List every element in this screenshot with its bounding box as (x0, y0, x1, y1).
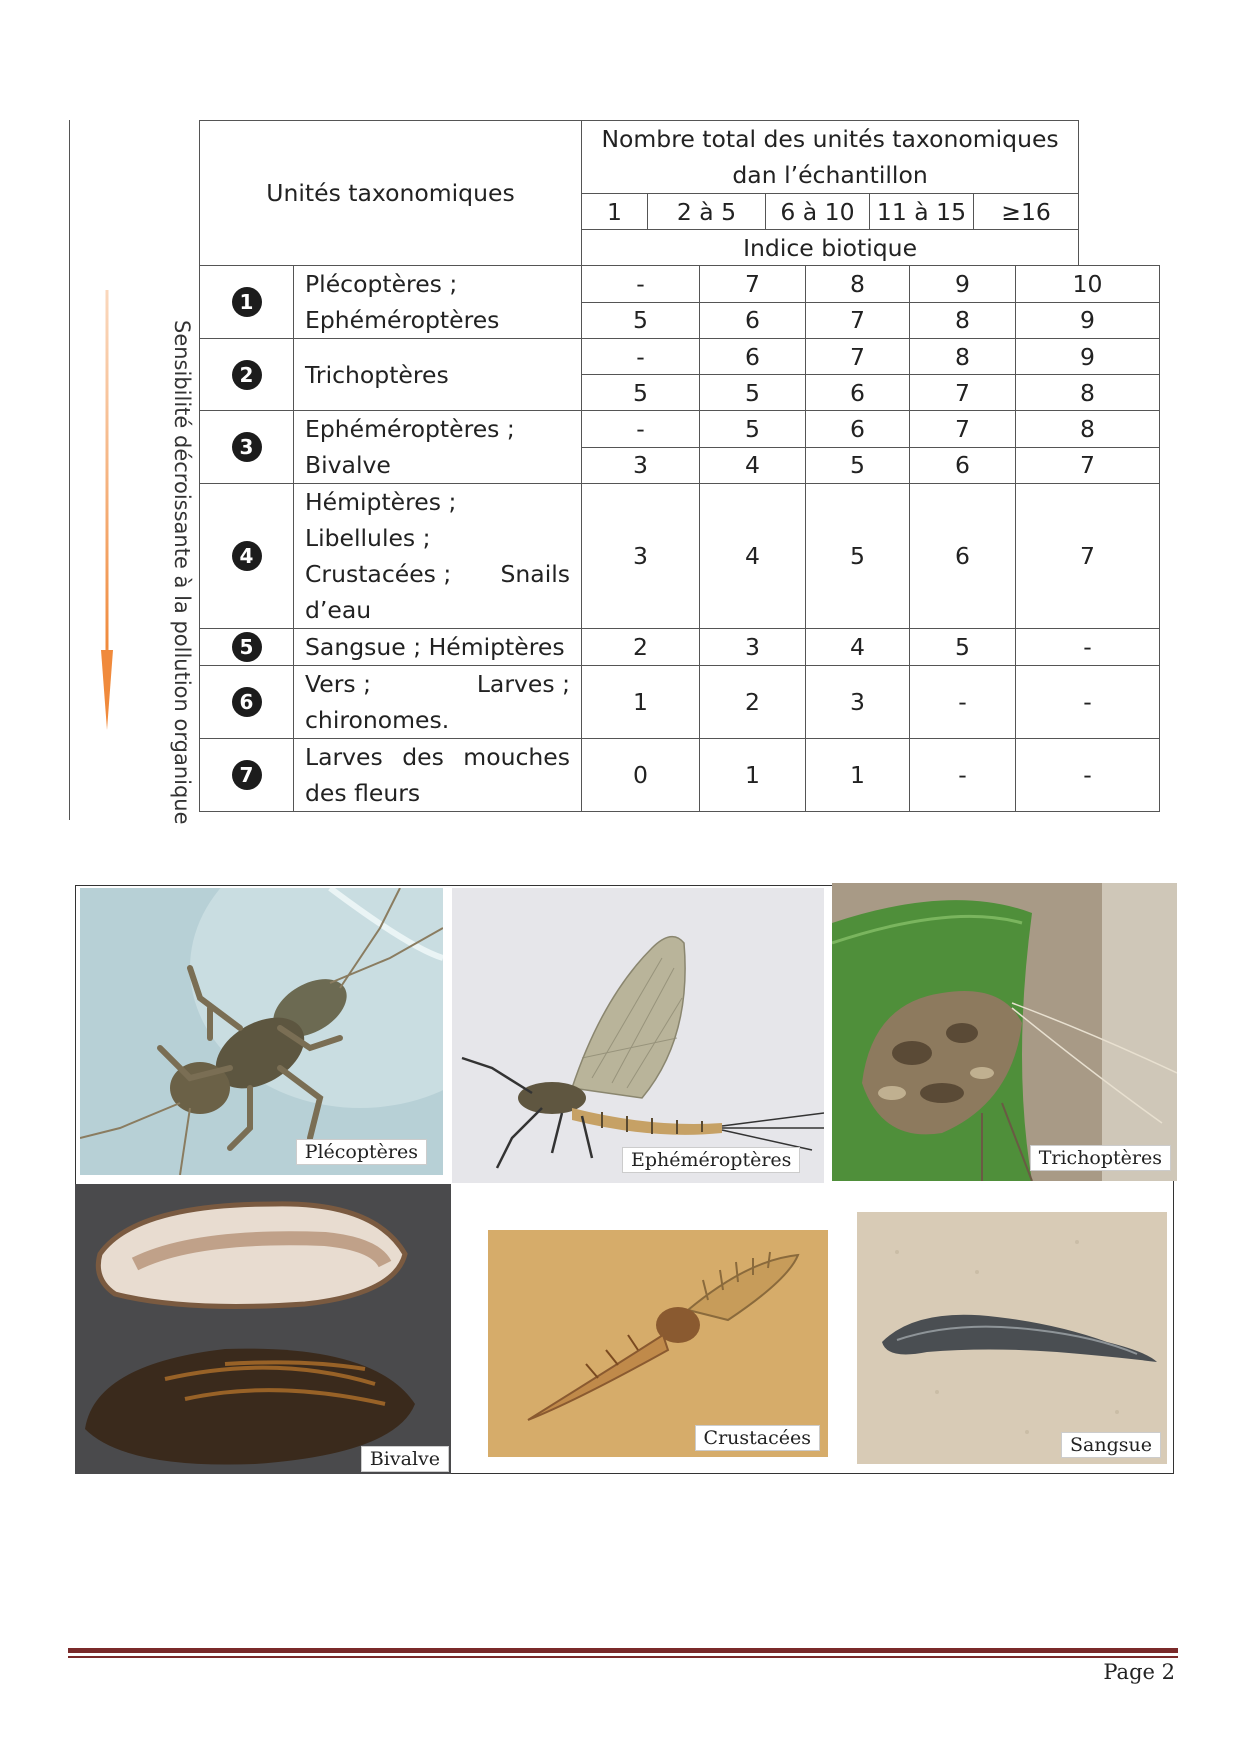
group-number-badge: 6 (232, 687, 262, 717)
biotic-index-value: 6 (806, 411, 910, 448)
class-label: 11 à 15 (876, 197, 967, 226)
biotic-index-value: 8 (1016, 411, 1160, 448)
biotic-index-value: 8 (910, 339, 1016, 375)
down-arrow-icon (101, 290, 113, 770)
biotic-index-value: 3 (582, 484, 700, 629)
class-label: ≥16 (1001, 197, 1051, 226)
class-label: 2 à 5 (676, 197, 737, 226)
biotic-index-value: 2 (582, 629, 700, 666)
biotic-index-value: 3 (582, 447, 700, 484)
biotic-index-value: 8 (1016, 375, 1160, 411)
footer-rule (68, 1648, 1178, 1653)
group-label-text: Larves des mouches des fleurs (305, 743, 570, 807)
header-units-text: Unités taxonomiques (266, 179, 515, 207)
biotic-index-value: 6 (910, 447, 1016, 484)
group-label-line: chironomes. (305, 706, 450, 734)
group-badge-cell (200, 629, 294, 666)
group-label-cell (294, 484, 582, 629)
header-units-cell (200, 121, 582, 266)
biotic-index-value: 0 (582, 739, 700, 812)
biotic-index-value: 3 (700, 629, 806, 666)
class-label: 6 à 10 (780, 197, 855, 226)
class-cell (582, 194, 648, 230)
header-row (200, 121, 1160, 194)
group-number-badge: 4 (232, 541, 262, 571)
photo-label-sangsue: Sangsue (1061, 1432, 1161, 1458)
group-number-badge: 7 (232, 760, 262, 790)
photo-crustacees (488, 1230, 828, 1457)
biotic-index-value: 5 (910, 629, 1016, 666)
group-number-badge: 5 (232, 632, 262, 662)
index-header-cell (582, 230, 1079, 266)
group-number-badge: 1 (232, 287, 262, 317)
biotic-index-value: 6 (700, 302, 806, 339)
footer-rule-thin (68, 1656, 1178, 1658)
biotic-index-value: 6 (806, 375, 910, 411)
biotic-index-value: 9 (910, 266, 1016, 303)
biotic-index-value: 4 (806, 629, 910, 666)
biotic-index-value: 5 (806, 484, 910, 629)
biotic-index-value: 9 (1016, 339, 1160, 375)
biotic-index-value: 4 (700, 447, 806, 484)
biotic-index-value: - (910, 739, 1016, 812)
biotic-index-value: - (582, 411, 700, 448)
group-label-word: Snails (500, 560, 570, 588)
group-label-line: Ephéméroptères ; (305, 415, 515, 443)
group-badge-cell (200, 339, 294, 411)
biotic-index-value: 3 (806, 666, 910, 739)
biotic-index-value: 5 (700, 375, 806, 411)
group-label-line: Hémiptères ; (305, 488, 457, 516)
photo-label-ephemeropteres: Ephéméroptères (622, 1147, 800, 1173)
biotic-index-value: 6 (700, 339, 806, 375)
photo-sangsue (857, 1212, 1167, 1464)
photo-label-bivalve: Bivalve (361, 1446, 449, 1472)
biotic-index-value: 7 (910, 375, 1016, 411)
group-label-cell (294, 629, 582, 666)
group-label-line: Trichoptères (305, 360, 449, 389)
group-number-badge: 3 (232, 432, 262, 462)
header-total-cell (582, 121, 1079, 194)
index-header-text: Indice biotique (743, 233, 918, 262)
biotic-index-value: - (910, 666, 1016, 739)
biotic-index-value: 6 (910, 484, 1016, 629)
biotic-index-value: 7 (910, 411, 1016, 448)
table-row (200, 666, 1160, 739)
photo-trichopteres (832, 883, 1177, 1181)
class-cell (648, 194, 766, 230)
table-row (200, 484, 1160, 629)
biotic-index-value: 5 (582, 302, 700, 339)
group-label-line (305, 556, 570, 592)
group-label-cell (294, 339, 582, 411)
biotic-index-value: 5 (582, 375, 700, 411)
group-label-line: Sangsue ; Hémiptères (305, 633, 565, 661)
photo-bivalve (75, 1184, 451, 1474)
biotic-index-value: 8 (806, 266, 910, 303)
table-row (200, 629, 1160, 666)
photo-plecopteres (80, 888, 443, 1175)
table-row (200, 739, 1160, 812)
biotic-index-value: 5 (806, 447, 910, 484)
header-total-text: Nombre total des unités taxonomiques dan l’échantillon (601, 125, 1059, 189)
group-badge-cell (200, 266, 294, 339)
group-badge-cell (200, 739, 294, 812)
table-row (200, 266, 1160, 303)
biotic-index-value: 7 (1016, 484, 1160, 629)
group-label-word: Larves ; (476, 670, 570, 698)
group-label-line (305, 666, 570, 702)
photo-label-trichopteres: Trichoptères (1030, 1145, 1171, 1171)
biotic-index-table (199, 120, 1160, 812)
biotic-index-value: 8 (910, 302, 1016, 339)
left-vertical-rule (69, 120, 70, 820)
biotic-index-value: 1 (582, 666, 700, 739)
group-label-cell (294, 739, 582, 812)
biotic-index-value: 4 (700, 484, 806, 629)
biotic-index-value: - (1016, 629, 1160, 666)
biotic-index-value: 9 (1016, 302, 1160, 339)
biotic-index-value: - (582, 339, 700, 375)
group-badge-cell (200, 484, 294, 629)
group-label-cell (294, 666, 582, 739)
group-label-line: Plécoptères ; (305, 270, 458, 298)
biotic-index-value: - (582, 266, 700, 303)
biotic-index-value: 1 (700, 739, 806, 812)
group-label-cell (294, 411, 582, 484)
biotic-index-value: - (1016, 739, 1160, 812)
biotic-index-value: - (1016, 666, 1160, 739)
biotic-index-value: 5 (700, 411, 806, 448)
biotic-index-value: 7 (700, 266, 806, 303)
biotic-index-value: 7 (1016, 447, 1160, 484)
group-label-line: Libellules ; (305, 524, 431, 552)
photo-label-plecopteres: Plécoptères (296, 1139, 427, 1165)
biotic-index-value: 1 (806, 739, 910, 812)
biotic-index-value: 2 (700, 666, 806, 739)
group-badge-cell (200, 411, 294, 484)
group-label-line: Bivalve (305, 451, 391, 479)
group-label-line: d’eau (305, 596, 372, 624)
class-cell (766, 194, 870, 230)
table-row (200, 339, 1160, 375)
group-label-word: Vers ; (305, 670, 372, 698)
class-cell (870, 194, 974, 230)
photo-label-crustacees: Crustacées (695, 1425, 820, 1451)
class-label: 1 (607, 197, 622, 226)
class-cell (974, 194, 1079, 230)
biotic-index-value: 10 (1016, 266, 1160, 303)
group-badge-cell (200, 666, 294, 739)
photo-ephemeropteres (452, 888, 824, 1183)
group-label-word: Crustacées ; (305, 560, 452, 588)
sensitivity-axis-label: Sensibilité décroissante à la pollution organique (170, 320, 194, 825)
group-label-line: Ephéméroptères (305, 306, 500, 334)
biotic-index-value: 7 (806, 302, 910, 339)
table-row (200, 411, 1160, 448)
group-label-cell (294, 266, 582, 339)
group-number-badge: 2 (232, 360, 262, 390)
page-number: Page 2 (1103, 1660, 1175, 1684)
biotic-index-value: 7 (806, 339, 910, 375)
